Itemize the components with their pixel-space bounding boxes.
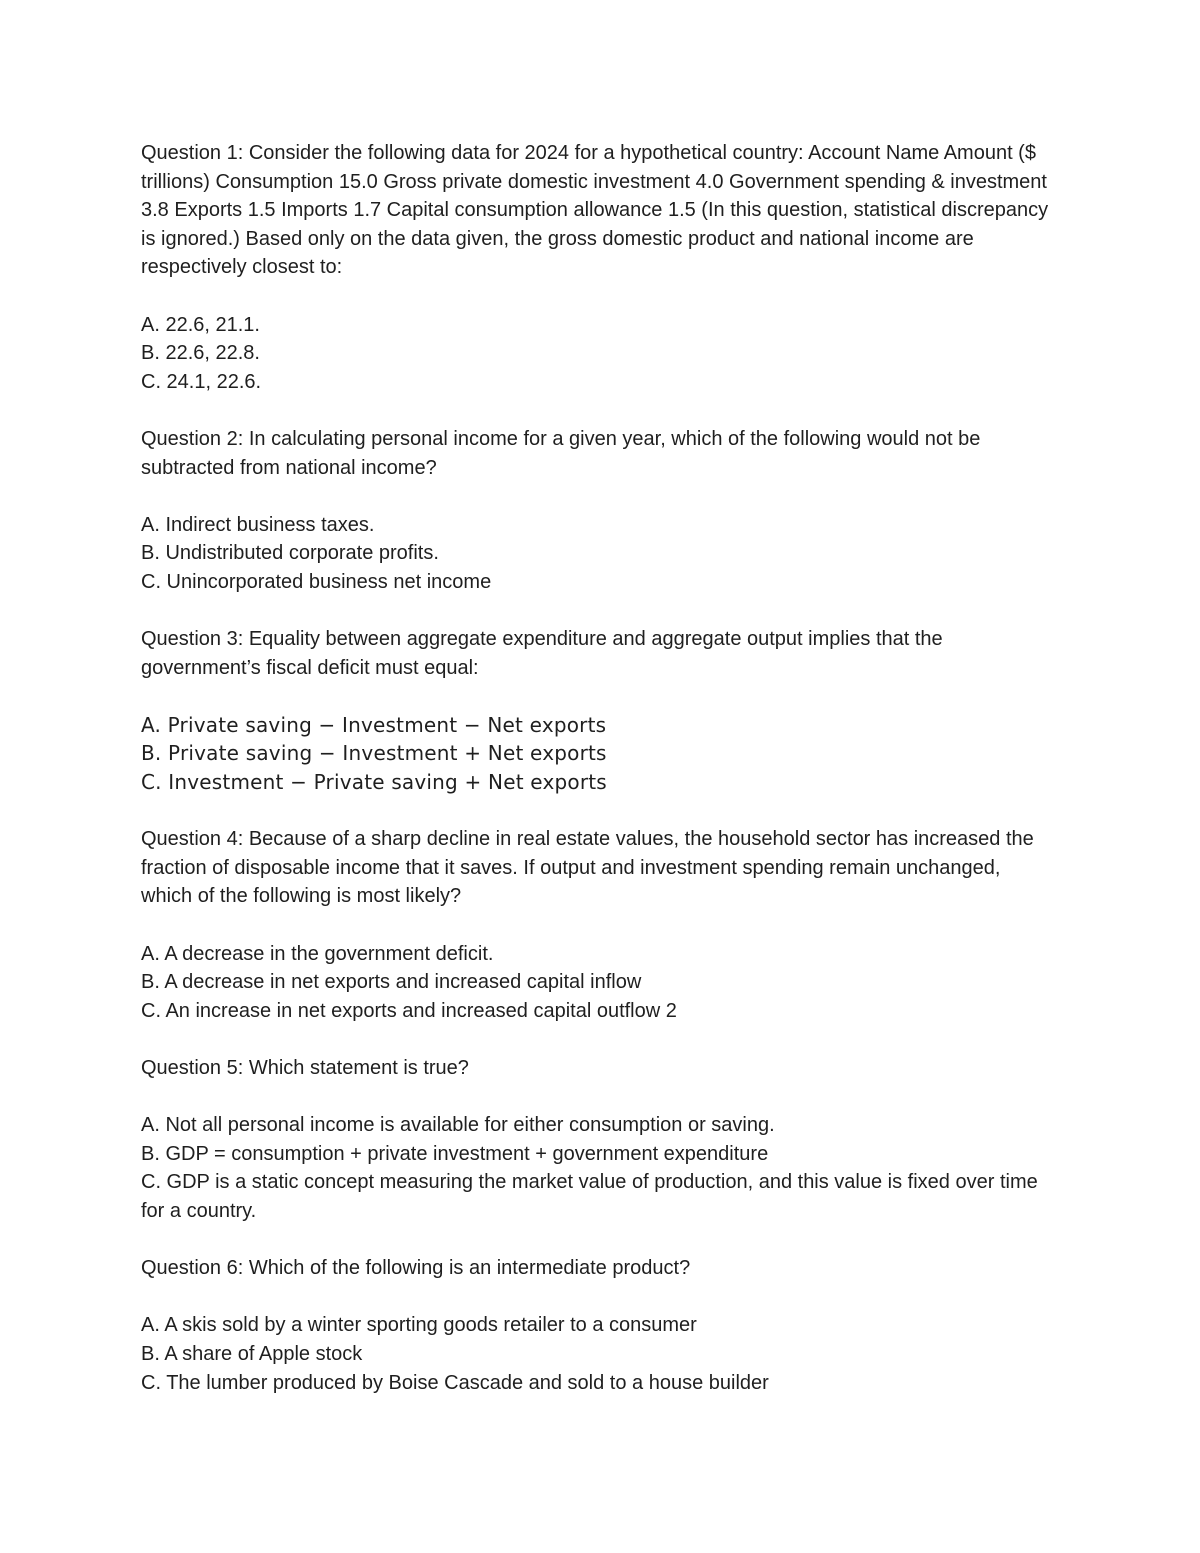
option-c: C. 24.1, 22.6. [141,370,262,393]
option-a: A. Private saving − Investment − Net exports [141,712,607,737]
option-b: B. Private saving − Investment + Net exports [141,741,607,766]
option-c: C. The lumber produced by Boise Cascade and sold to a house builder [141,1371,769,1394]
question-text: Question 4: Because of a sharp decline in real estate values, the household sector has increased the fraction of disposable income that it saves. If output and investment spending remain unchanged, which of the following is most likely? [141,828,1034,908]
option-a: A. Not all personal income is available for either consumption or saving. [141,1114,775,1137]
question-3 [141,625,1056,797]
question-text: Question 1: Consider the following data for 2024 for a hypothetical country: Account Name Amount ($ trillions) Consumption 15.0 Gross private domestic investment 4.0 Government spending & investment 3.8 Exports 1.5 Imports 1.7 Capital consumption allowance 1.5 (In this question, statistical discrepancy is ignored.) Based only on the data given, the gross domestic product and national income are respectively closest to: [141,142,1049,279]
option-b: B. A decrease in net exports and increased capital inflow [141,971,642,994]
option-b: B. A share of Apple stock [141,1342,363,1365]
question-text: Question 2: In calculating personal income for a given year, which of the following would not be subtracted from national income? [141,427,981,479]
option-a: A. 22.6, 21.1. [141,313,260,336]
question-6 [141,1254,1056,1397]
question-text: Question 6: Which of the following is an intermediate product? [141,1257,691,1280]
option-a: A. A skis sold by a winter sporting goods retailer to a consumer [141,1314,697,1337]
option-a: A. A decrease in the government deficit. [141,942,494,965]
option-b: B. Undistributed corporate profits. [141,542,439,565]
option-c: C. GDP is a static concept measuring the market value of production, and this value is fixed over time for a country. [141,1171,1038,1222]
question-2 [141,425,1056,597]
option-a: A. Indirect business taxes. [141,513,375,536]
option-c: C. Investment − Private saving + Net exports [141,770,607,795]
option-c: C. An increase in net exports and increased capital outflow 2 [141,999,677,1022]
option-b: B. GDP = consumption + private investment + government expenditure [141,1142,769,1165]
question-1 [141,139,1056,396]
question-text: Question 5: Which statement is true? [141,1057,469,1079]
question-5 [141,1054,1056,1226]
option-b: B. 22.6, 22.8. [141,342,260,365]
document-body [141,139,1056,1426]
question-text: Question 3: Equality between aggregate expenditure and aggregate output implies that the government’s fiscal deficit must equal: [141,628,943,679]
question-4 [141,825,1056,1025]
option-c: C. Unincorporated business net income [141,570,492,593]
